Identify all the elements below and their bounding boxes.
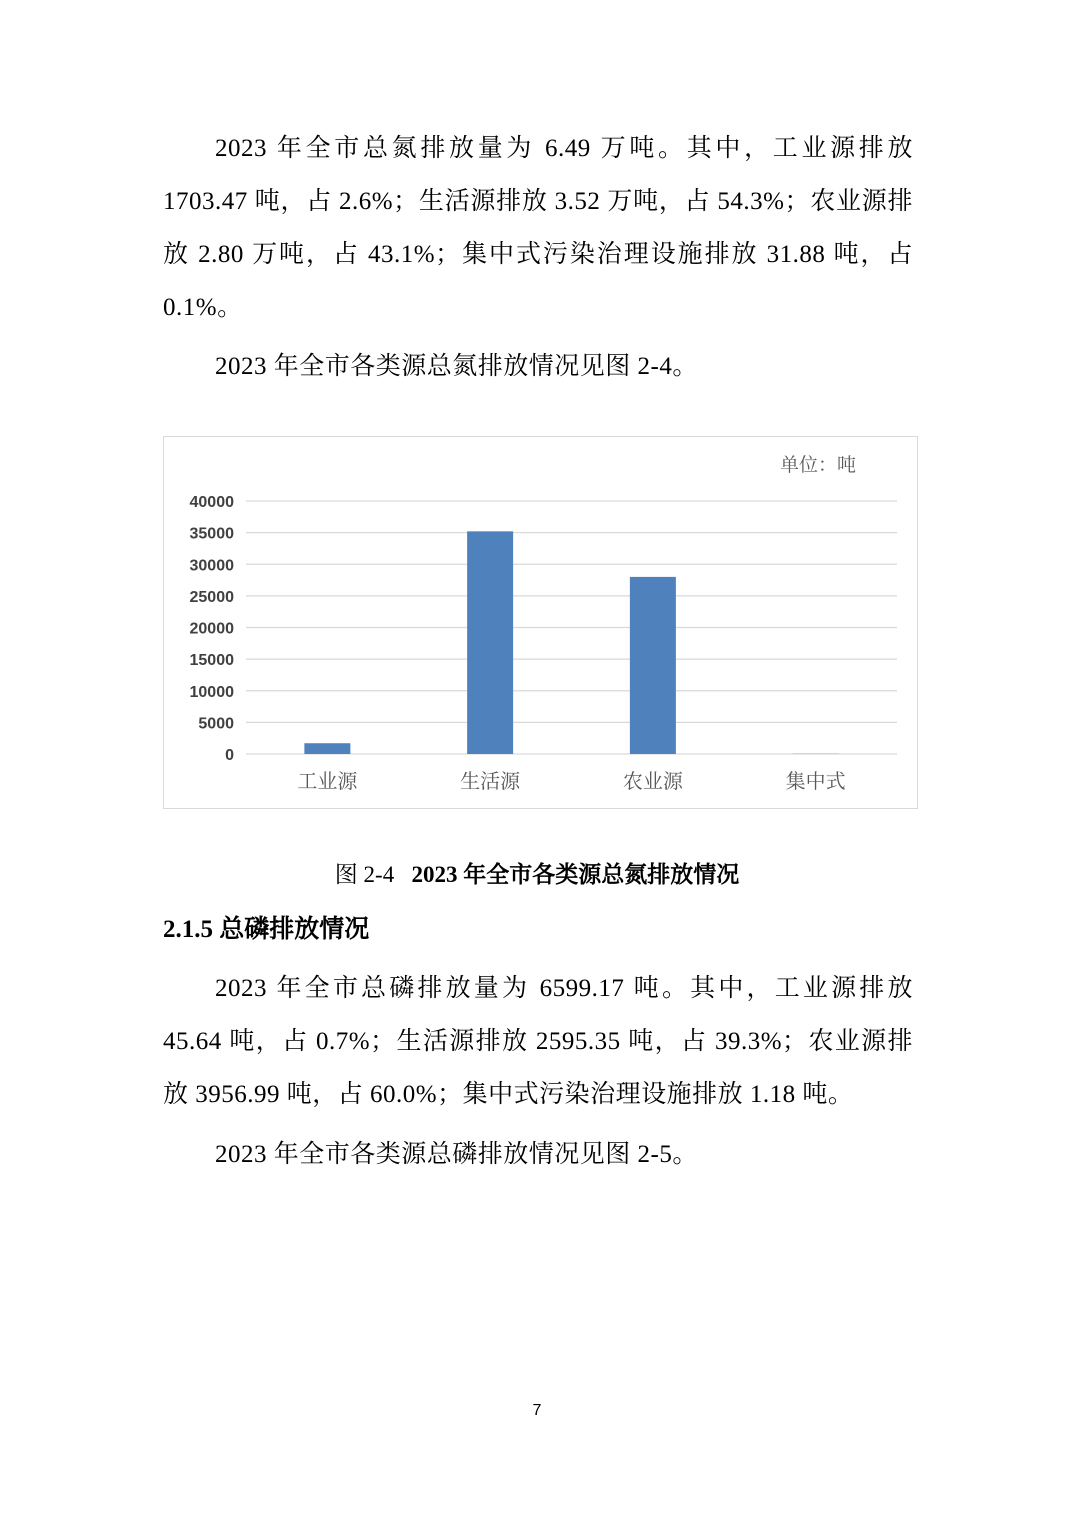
nitrogen-emission-chart	[163, 436, 918, 809]
y-tick-label: 15000	[189, 652, 234, 670]
bar-1	[304, 743, 350, 754]
paragraph-figure-reference-2-5: 2023 年全市各类源总磷排放情况见图 2-5。	[215, 1141, 698, 1168]
y-tick-label: 35000	[189, 525, 234, 543]
bar-3	[630, 577, 676, 754]
paragraph-total-nitrogen: 2023 年全市总氮排放量为 6.49 万吨。其中，工业源排放 1703.47 吨，占 2.6%；生活源排放 3.52 万吨，占 54.3%；农业源排放 2.80 万吨，占 43.1%；集中式污染治理设施排放 31.88 吨，占 0.1%。	[163, 135, 913, 321]
paragraph-figure-reference-2-4: 2023 年全市各类源总氮排放情况见图 2-4。	[215, 353, 698, 380]
x-category-label: 农业源	[622, 769, 683, 793]
chart-canvas	[164, 437, 917, 808]
y-tick-label: 20000	[189, 620, 234, 638]
figure-caption-title: 2023 年全市各类源总氮排放情况	[411, 862, 740, 887]
section-heading: 2.1.5 总磷排放情况	[163, 916, 370, 943]
figure-caption	[0, 856, 1074, 889]
y-tick-label: 25000	[189, 588, 234, 606]
bar-2	[467, 531, 513, 754]
x-category-label: 生活源	[460, 769, 521, 793]
x-category-label: 工业源	[297, 769, 358, 793]
y-tick-label: 0	[225, 747, 234, 764]
y-tick-label: 40000	[189, 494, 234, 511]
y-tick-label: 10000	[189, 683, 234, 701]
unit-label: 单位：吨	[779, 454, 856, 476]
page-number: 7	[532, 1402, 542, 1419]
x-category-label: 集中式	[785, 769, 846, 793]
paragraph-total-phosphorus: 2023 年全市总磷排放量为 6599.17 吨。其中，工业源排放 45.64 吨，占 0.7%；生活源排放 2595.35 吨，占 39.3%；农业源排放 3956.99 吨，占 60.0%；集中式污染治理设施排放 1.18 吨。	[163, 975, 913, 1108]
figure-caption-label: 图 2-4	[334, 862, 395, 887]
y-tick-label: 30000	[189, 557, 234, 575]
y-tick-label: 5000	[198, 715, 234, 733]
